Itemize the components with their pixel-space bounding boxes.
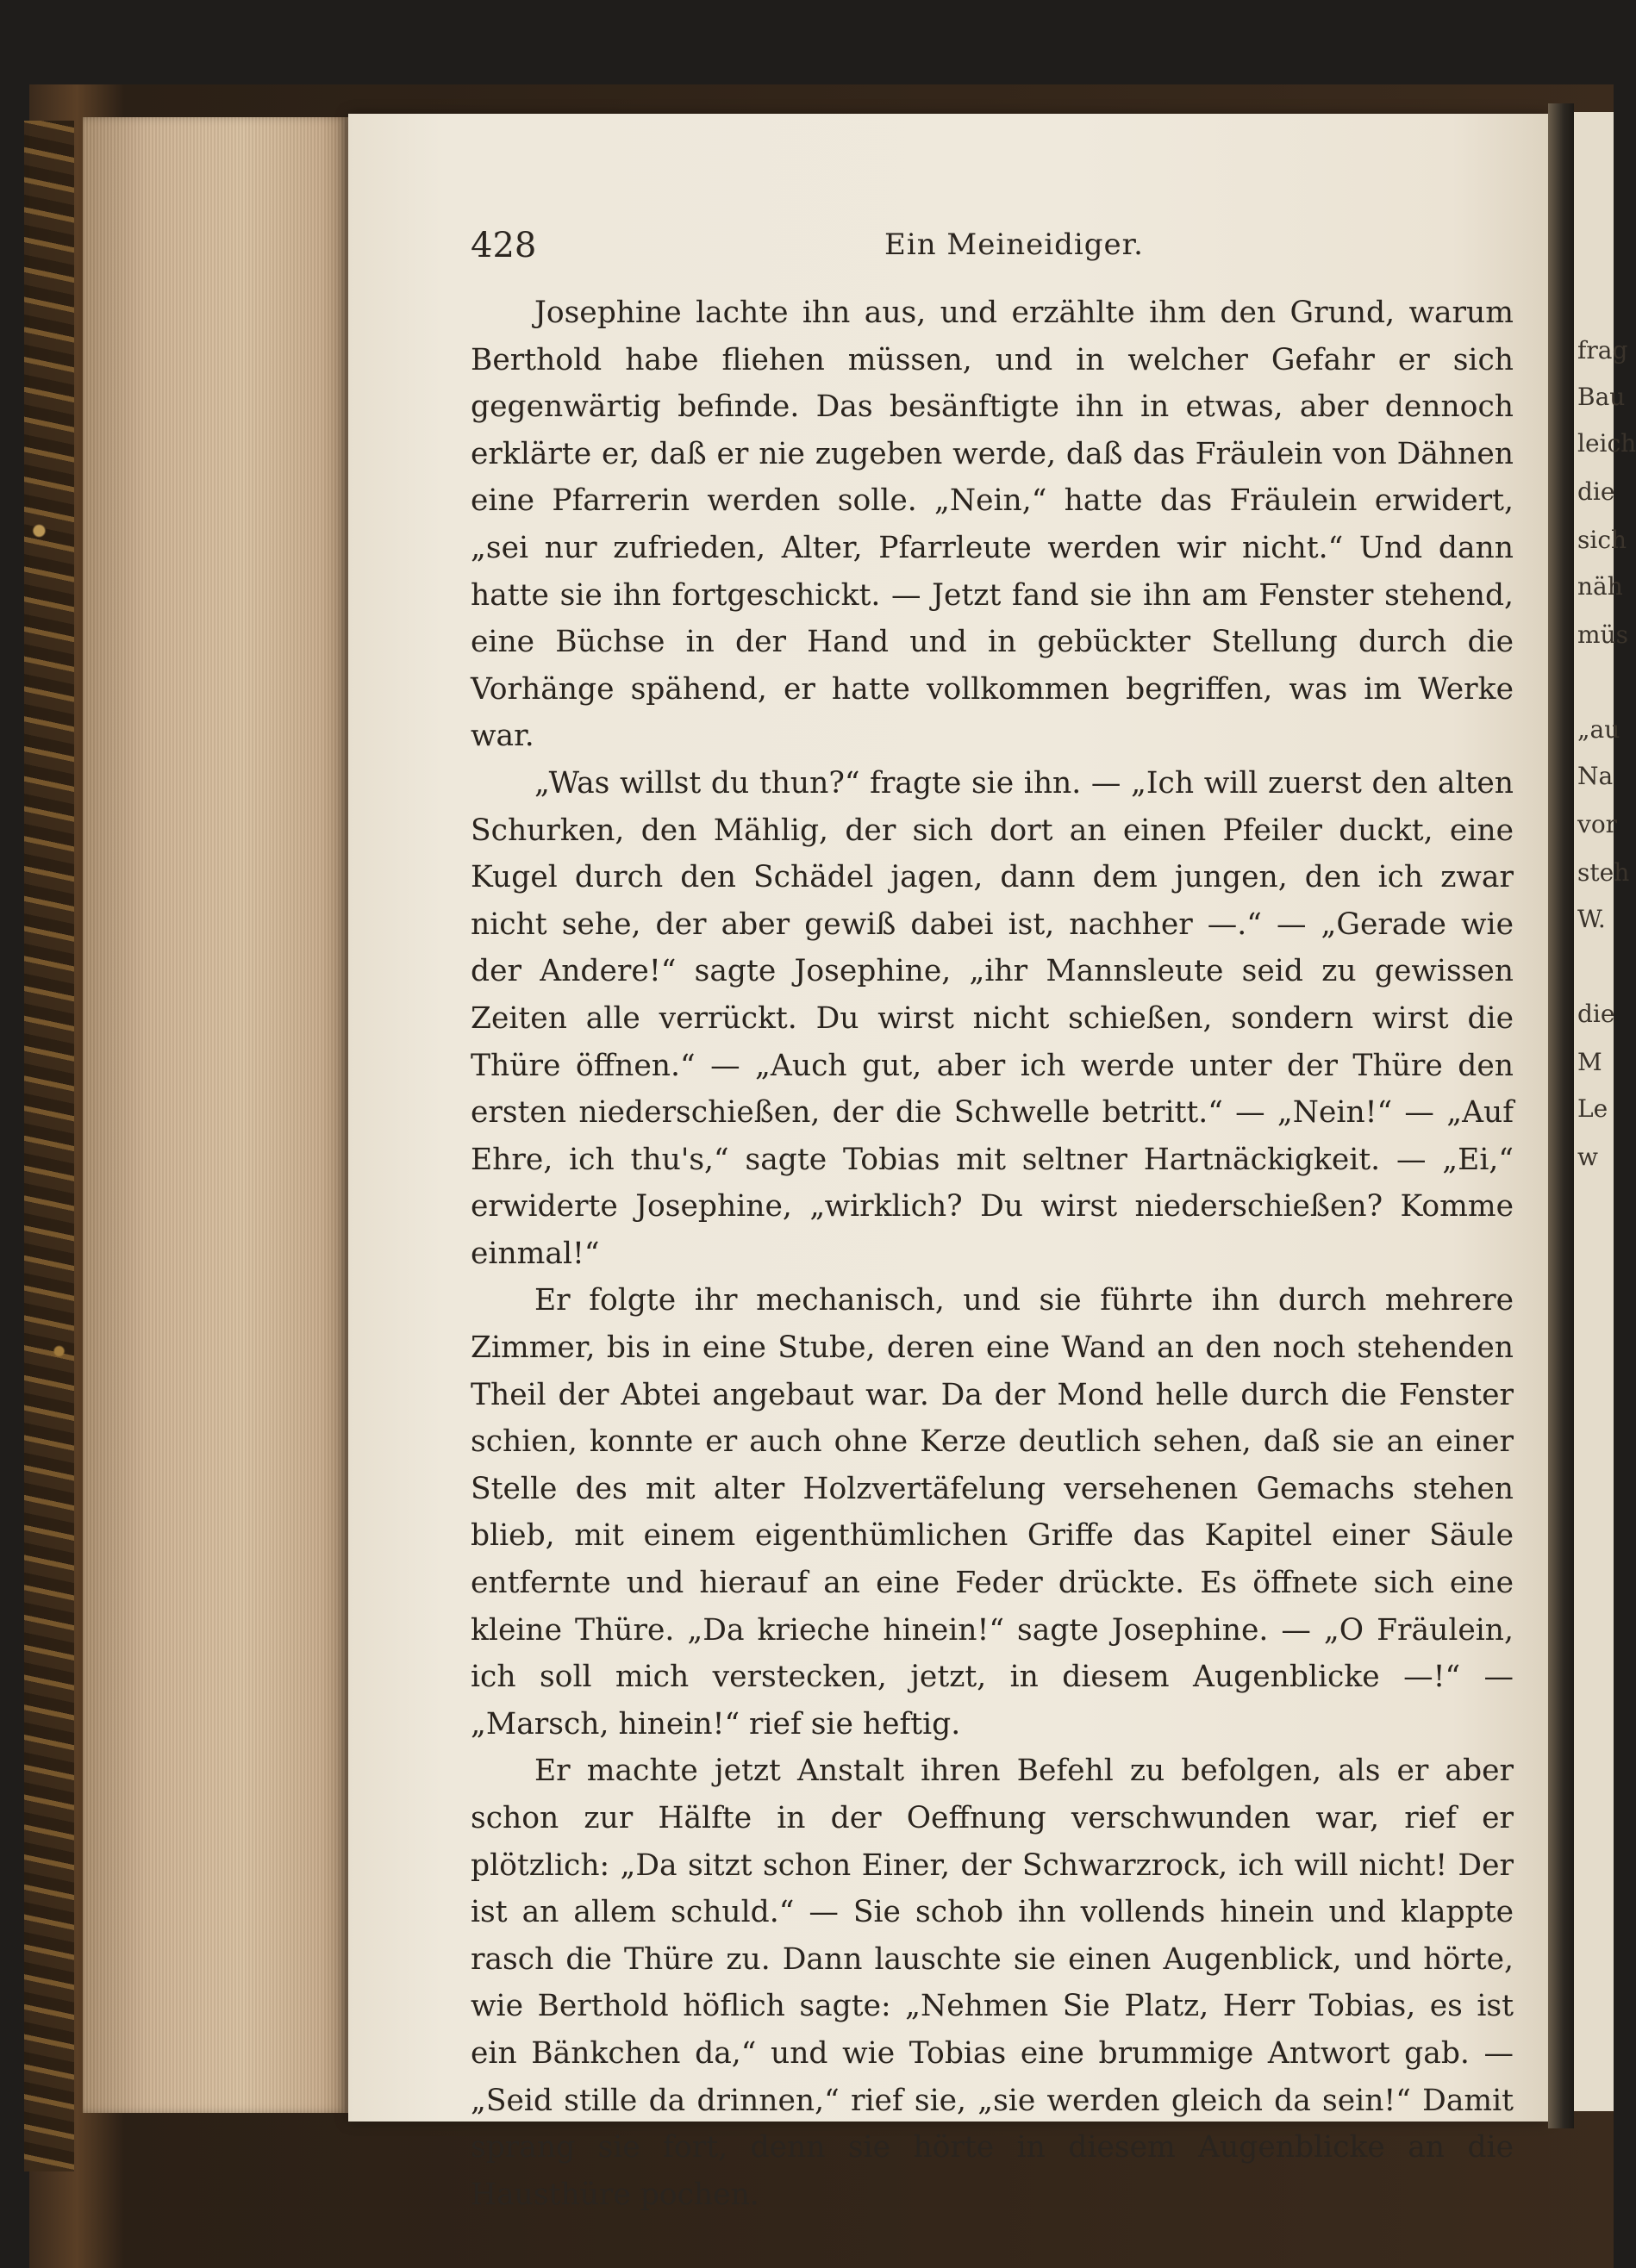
fragment: steh: [1577, 858, 1630, 887]
fragment: Na: [1577, 762, 1614, 790]
running-title: Ein Meineidiger.: [884, 227, 1144, 262]
marbled-board: [24, 121, 74, 2171]
adjacent-page-edge: [1574, 112, 1636, 2111]
fragment: vor: [1577, 810, 1618, 838]
page-edges: [83, 117, 348, 2113]
fragment: sich: [1577, 526, 1627, 554]
fragment: „au: [1577, 715, 1620, 744]
fragment: M: [1577, 1048, 1602, 1076]
paragraph: Er folgte ihr mechanisch, und sie führte ihn durch mehrere Zimmer, bis in eine Stube, deren eine Wand an den noch stehenden Theil der Abtei angebaut war. Da der Mond helle durch die Fenster schien, konnte er auch ohne Kerze deutlich sehen, daß sie an einer Stelle des mit alter Holzvertäfelung versehenen Gemachs stehen blieb, mit einem eigenthümlichen Griffe das Kapitel einer Säule entfernte und hierauf an eine Feder drückte. Es öffnete sich eine kleine Thüre. „Da krieche hinein!“ sagte Josephine. — „O Fräulein, ich soll mich verstecken, jetzt, in diesem Augenblicke —!“ — „Marsch, hinein!“ rief sie heftig.: [471, 1283, 1514, 1742]
paragraph: „Was willst du thun?“ fragte sie ihn. — „Ich will zuerst den alten Schurken, den Mählig, der sich dort an einen Pfeiler duckt, eine Kugel durch den Schädel jagen, dann dem jungen, den ich zwar nicht sehe, der aber gewiß dabei ist, nachher —.“ — „Gerade wie der Andere!“ sagte Josephine, „ihr Mannsleute seid zu gewissen Zeiten alle verrückt. Du wirst nicht schießen, sondern wirst die Thüre öffnen.“ — „Auch gut, aber ich werde unter der Thüre den ersten niederschießen, der die Schwelle betritt.“ — „Nein!“ — „Auf Ehre, ich thu's,“ sagte Tobias mit seltner Hartnäckigkeit. — „Ei,“ erwiderte Josephine, „wirklich? Du wirst niederschießen? Komme einmal!“: [471, 765, 1514, 1271]
fragment: müs: [1577, 620, 1628, 649]
fragment: die: [1577, 1000, 1615, 1028]
fragment: frag: [1577, 336, 1628, 364]
paragraph: Josephine lachte ihn aus, und erzählte ihm den Grund, warum Berthold habe fliehen müssen, und in welcher Gefahr er sich gegenwärtig befinde. Das besänftigte ihn in etwas, aber dennoch erklärte er, daß er nie zugeben werde, daß das Fräulein von Dähnen eine Pfarrerin werden solle. „Nein,“ hatte das Fräulein erwidert, „sei nur zufrieden, Alter, Pfarrleute werden wir nicht.“ Und dann hatte sie ihn fortgeschickt. — Jetzt fand sie ihn am Fenster stehend, eine Büchse in der Hand und in gebückter Stellung durch die Vorhänge spähend, er hatte vollkommen begriffen, was im Werke war.: [471, 296, 1514, 754]
gutter: [1548, 103, 1574, 2128]
fragment: Le: [1577, 1094, 1608, 1123]
fragment: Bau: [1577, 383, 1626, 411]
fragment: die: [1577, 477, 1615, 506]
fragment: W.: [1577, 905, 1606, 933]
body-text: [471, 290, 1514, 2218]
fragment: w: [1577, 1143, 1598, 1171]
page-header: [471, 226, 1514, 277]
page-number: 428: [471, 226, 537, 265]
fragment: leich: [1577, 429, 1636, 458]
paragraph: Er machte jetzt Anstalt ihren Befehl zu befolgen, als er aber schon zur Hälfte in der Oeffnung verschwunden war, rief er plötzlich: „Da sitzt schon Einer, der Schwarzrock, ich will nicht! Der ist an allem schuld.“ — Sie schob ihn vollends hinein und klappte rasch die Thüre zu. Dann lauschte sie einen Augenblick, und hörte, wie Berthold höflich sagte: „Nehmen Sie Platz, Herr Tobias, es ist ein Bänkchen da,“ und wie Tobias eine brummige Antwort gab. — „Seid stille da drinnen,“ rief sie, „sie werden gleich da sein!“ Damit sprang sie fort, denn sie hörte in diesem Augenblicke an die Hausthüre pochen.: [471, 1754, 1514, 2212]
fragment: näh: [1577, 572, 1623, 601]
